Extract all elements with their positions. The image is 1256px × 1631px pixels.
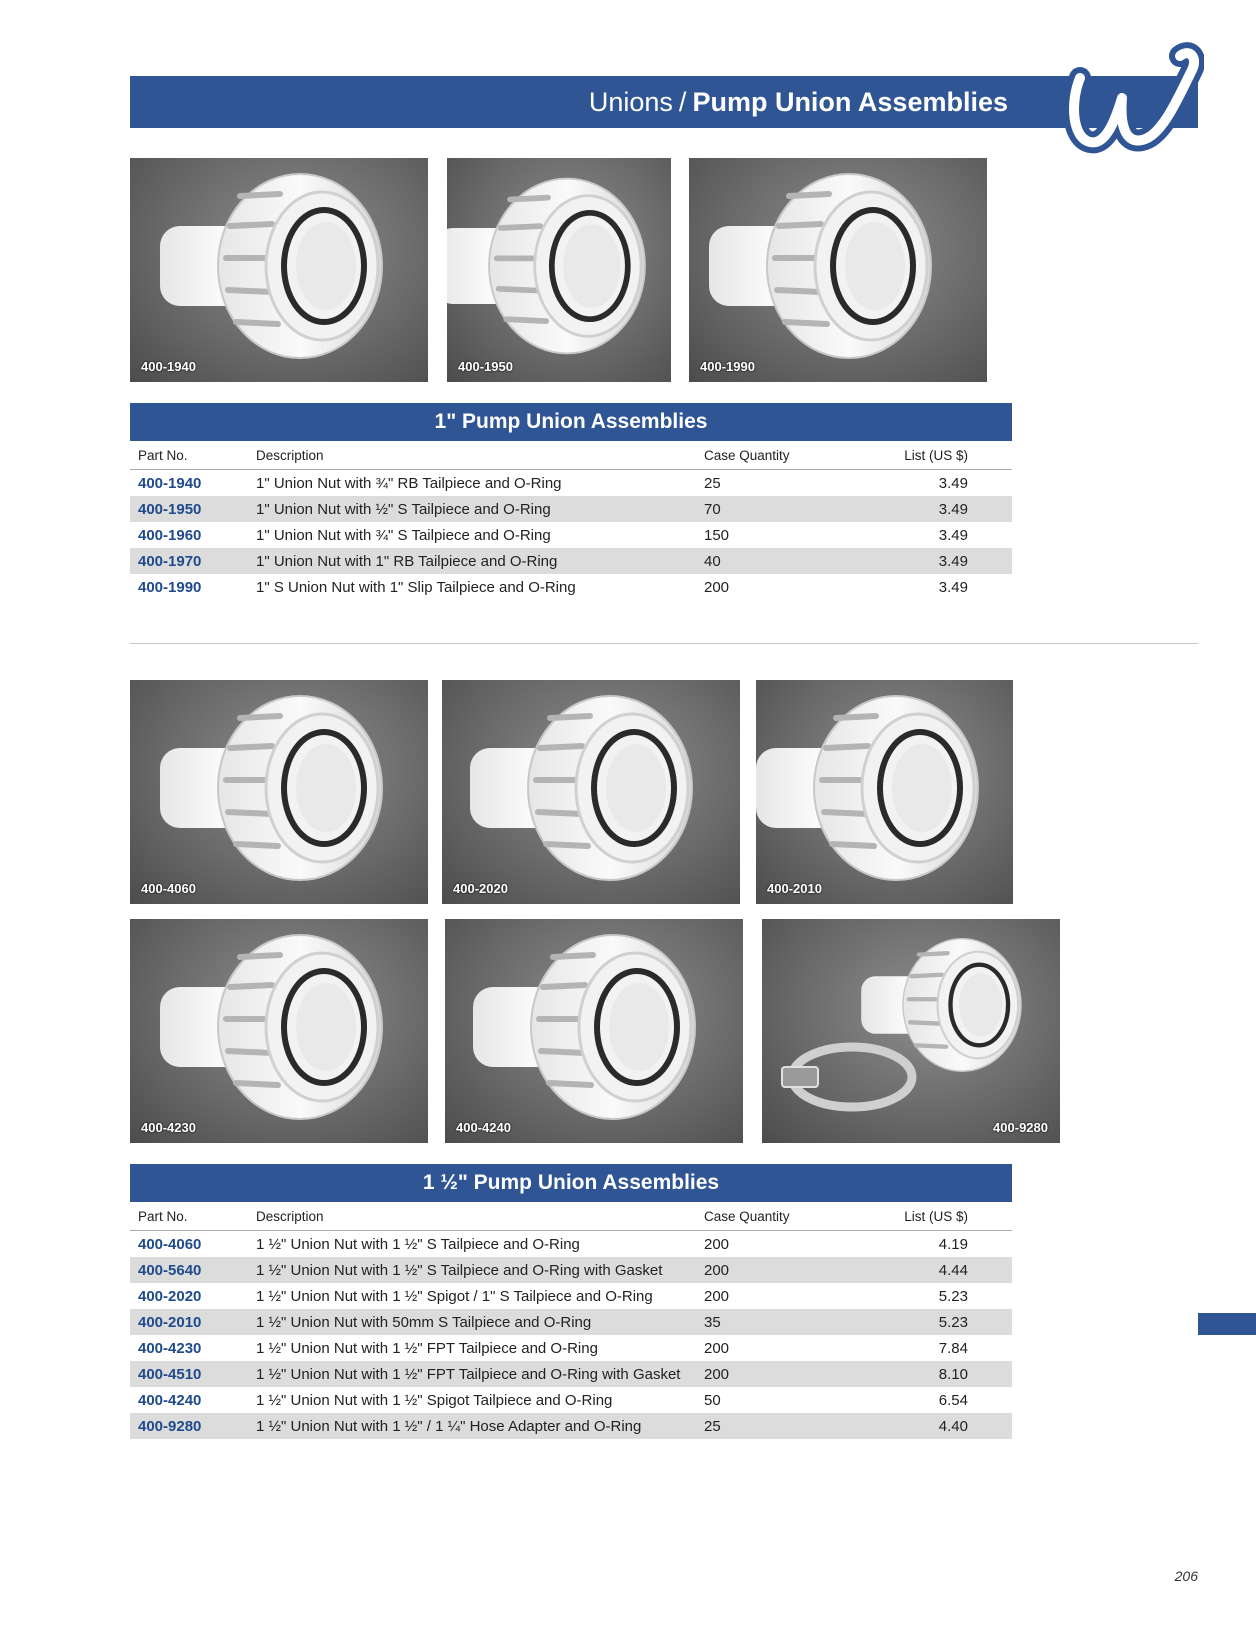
page-header-banner — [130, 76, 1198, 128]
table-row — [130, 522, 1012, 548]
table-row — [130, 496, 1012, 522]
case-quantity-cell: 40 — [696, 548, 892, 574]
table-row — [130, 1283, 1012, 1309]
product-photo — [130, 680, 428, 904]
description-cell: 1" Union Nut with ¾" S Tailpiece and O-Ring — [256, 526, 551, 544]
col-description: Description — [248, 441, 696, 470]
list-price-cell: 5.23 — [892, 1309, 1012, 1335]
col-description: Description — [248, 1202, 696, 1231]
photo-label: 400-9280 — [993, 1120, 1048, 1135]
table-row — [130, 1257, 1012, 1283]
description-cell: 1" Union Nut with 1" RB Tailpiece and O-Ring — [248, 548, 696, 574]
list-price-cell: 3.49 — [938, 578, 968, 596]
description-cell: 1 ½" Union Nut with 1 ½" Spigot Tailpiece and O-Ring — [256, 1391, 613, 1409]
photo-label: 400-4240 — [456, 1120, 511, 1135]
case-quantity-cell: 200 — [704, 1339, 730, 1357]
product-photo — [442, 680, 740, 904]
product-photo — [756, 680, 1013, 904]
description-cell: 1" Union Nut with ½" S Tailpiece and O-Ring — [248, 496, 696, 522]
case-quantity-cell: 200 — [704, 578, 730, 596]
part-number-cell: 400-4230 — [138, 1339, 202, 1357]
case-quantity-cell: 50 — [704, 1391, 721, 1409]
list-price-cell: 6.54 — [938, 1391, 968, 1409]
description-cell: 1 ½" Union Nut with 1 ½" S Tailpiece and O-Ring with Gasket — [248, 1257, 696, 1283]
part-number-cell: 400-4060 — [138, 1235, 202, 1253]
col-part-no: Part No. — [130, 1202, 248, 1231]
part-number-cell: 400-4240 — [138, 1391, 202, 1409]
list-price-cell: 8.10 — [892, 1361, 1012, 1387]
product-photo — [130, 919, 428, 1143]
list-price-cell: 4.19 — [938, 1235, 968, 1253]
table-row — [130, 470, 1012, 497]
part-number-cell: 400-2020 — [138, 1287, 202, 1305]
table-row — [130, 1335, 1012, 1361]
part-number-cell: 400-5640 — [130, 1257, 248, 1283]
product-photo — [762, 919, 1060, 1143]
photo-label: 400-1950 — [458, 359, 513, 374]
table-row — [130, 574, 1012, 600]
case-quantity-cell: 200 — [704, 1235, 730, 1253]
photo-label: 400-4060 — [141, 881, 196, 896]
part-number-cell: 400-1950 — [130, 496, 248, 522]
description-cell: 1 ½" Union Nut with 1 ½" FPT Tailpiece and O-Ring with Gasket — [248, 1361, 696, 1387]
list-price-cell: 3.49 — [892, 496, 1012, 522]
part-number-cell: 400-1990 — [138, 578, 202, 596]
product-photo — [130, 158, 428, 382]
case-quantity-cell: 200 — [696, 1361, 892, 1387]
part-number-cell: 400-9280 — [130, 1413, 248, 1439]
table-row — [130, 1231, 1012, 1258]
col-case-quantity: Case Quantity — [696, 441, 892, 470]
table-row — [130, 1413, 1012, 1439]
table-row — [130, 548, 1012, 574]
photo-label: 400-2020 — [453, 881, 508, 896]
table-header-row — [130, 441, 1012, 470]
case-quantity-cell: 35 — [696, 1309, 892, 1335]
product-photo — [447, 158, 671, 382]
part-number-cell: 400-1970 — [130, 548, 248, 574]
list-price-cell: 7.84 — [938, 1339, 968, 1357]
list-price-cell: 4.40 — [892, 1413, 1012, 1439]
col-list-price: List (US $) — [892, 441, 1012, 470]
part-number-cell: 400-2010 — [130, 1309, 248, 1335]
description-cell: 1" Union Nut with ¾" RB Tailpiece and O-Ring — [256, 474, 562, 492]
photo-label: 400-1940 — [141, 359, 196, 374]
product-photo — [445, 919, 743, 1143]
list-price-cell: 5.23 — [938, 1287, 968, 1305]
header-title: Pump Union Assemblies — [692, 86, 1008, 117]
description-cell: 1" S Union Nut with 1" Slip Tailpiece and O-Ring — [256, 578, 576, 596]
col-part-no: Part No. — [130, 441, 248, 470]
table2-title: 1 ½" Pump Union Assemblies — [130, 1164, 1012, 1202]
description-cell: 1 ½" Union Nut with 1 ½" S Tailpiece and O-Ring — [256, 1235, 580, 1253]
part-number-cell: 400-1960 — [138, 526, 202, 544]
table-row — [130, 1309, 1012, 1335]
part-number-cell: 400-1940 — [138, 474, 202, 492]
case-quantity-cell: 150 — [704, 526, 730, 544]
description-cell: 1 ½" Union Nut with 1 ½" FPT Tailpiece and O-Ring — [256, 1339, 598, 1357]
table1-title: 1" Pump Union Assemblies — [130, 403, 1012, 441]
case-quantity-cell: 25 — [704, 474, 721, 492]
section-divider — [130, 643, 1198, 644]
header-separator: / — [678, 86, 687, 117]
photo-label: 400-4230 — [141, 1120, 196, 1135]
header-category: Unions — [588, 86, 673, 117]
list-price-cell: 4.44 — [892, 1257, 1012, 1283]
list-price-cell: 3.49 — [892, 548, 1012, 574]
table-header-row — [130, 1202, 1012, 1231]
page-number: 206 — [1174, 1568, 1198, 1584]
description-cell: 1 ½" Union Nut with 50mm S Tailpiece and O-Ring — [248, 1309, 696, 1335]
part-number-cell: 400-4510 — [130, 1361, 248, 1387]
col-list-price: List (US $) — [892, 1202, 1012, 1231]
table-row — [130, 1387, 1012, 1413]
photo-label: 400-2010 — [767, 881, 822, 896]
case-quantity-cell: 25 — [696, 1413, 892, 1439]
case-quantity-cell: 200 — [704, 1287, 730, 1305]
product-photo — [689, 158, 987, 382]
table-row — [130, 1361, 1012, 1387]
col-case-quantity: Case Quantity — [696, 1202, 892, 1231]
description-cell: 1 ½" Union Nut with 1 ½" Spigot / 1" S Tailpiece and O-Ring — [256, 1287, 653, 1305]
description-cell: 1 ½" Union Nut with 1 ½" / 1 ¼" Hose Adapter and O-Ring — [248, 1413, 696, 1439]
table2-parts — [130, 1202, 1012, 1439]
table1-parts — [130, 441, 1012, 600]
photo-label: 400-1990 — [700, 359, 755, 374]
case-quantity-cell: 70 — [696, 496, 892, 522]
list-price-cell: 3.49 — [938, 526, 968, 544]
case-quantity-cell: 200 — [696, 1257, 892, 1283]
section-tab-marker — [1198, 1313, 1256, 1335]
brand-logo-icon — [1062, 42, 1204, 154]
list-price-cell: 3.49 — [938, 474, 968, 492]
